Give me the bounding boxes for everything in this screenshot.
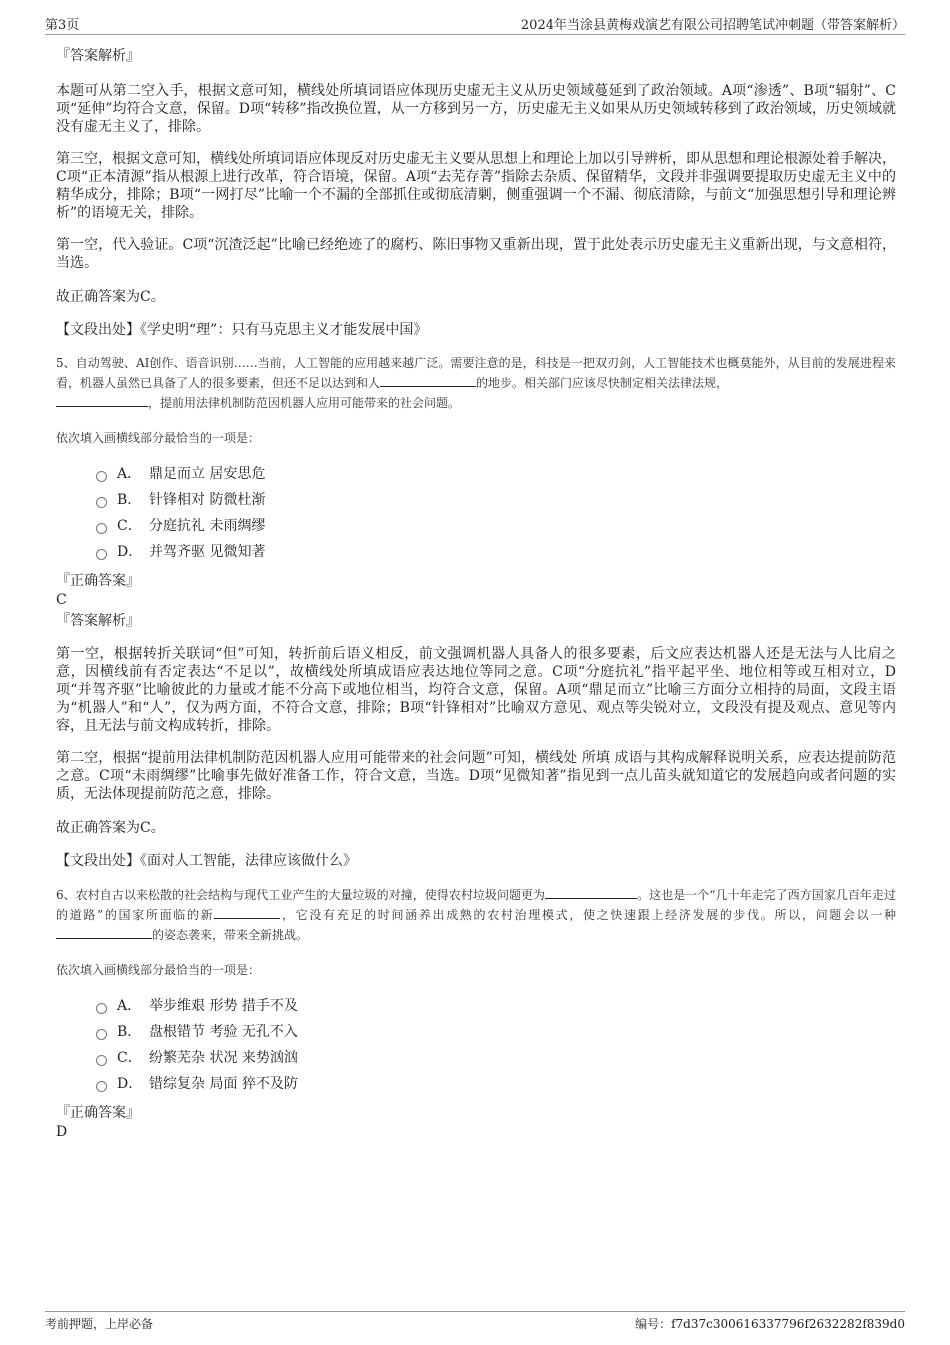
final-answer: 故正确答案为C。	[56, 820, 165, 836]
analysis-label: 『答案解析』	[56, 613, 140, 629]
page-header	[45, 14, 905, 35]
radio-icon[interactable]	[96, 471, 107, 482]
radio-icon[interactable]	[96, 1029, 107, 1040]
analysis-paragraph: 第一空，根据转折关联词“但”可知，转折前后语义相反，前文强调机器人具备人的很多要素，后文应表达机器人还是无法与人比肩之意，因横线前有否定表达“不足以”，故横线处所填成语应表达地位等同之意。C项“分庭抗礼”指平起平坐、地位相等或互相对立，D项“并驾齐驱”比喻彼此的力量或才能不分高下或地位相当，均符合文意，保留。A项“鼎足而立”比喻三方面分立相持的局面，文段主语为“机器人”和“人”，仅为两方面，不符合文意，排除；B项“针锋相对”比喻双方意见、观点等尖锐对立，文段没有提及观点、意见等内容，且无法与前文构成转折，排除。	[56, 646, 896, 734]
correct-answer: D	[56, 1124, 68, 1140]
question-prompt: 依次填入画横线部分最恰当的一项是：	[56, 963, 261, 977]
option-b[interactable]: B． 针锋相对 防微杜渐	[96, 487, 896, 513]
question-5-text: 5、自动驾驶、AI创作、语音识别……当前，人工智能的应用越来越广泛。需要注意的是，科技是一把双刃剑，人工智能技术也概莫能外，从目前的发展进程来看，机器人虽然已具备了人的很多要素，但还不足以达到和人 的地步。相关部门应该尽快制定相关法律法规， ，提前用法律机制防范因机器人应用可能带来的社会问题。	[56, 356, 896, 410]
option-a[interactable]: A． 鼎足而立 居安思危	[96, 461, 896, 487]
analysis-paragraph: 本题可从第二空入手，根据文意可知，横线处所填词语应体现历史虚无主义从历史领域蔓延到了政治领域。A项“渗透”、B项“辐射”、C项“延伸”均符合文意，保留。D项“转移”指改换位置，从一方移到另一方，历史虚无主义如果从历史领域转移到了政治领域，历史领域就没有虚无主义了，排除。	[56, 83, 896, 135]
option-d[interactable]: D． 并驾齐驱 见微知著	[96, 539, 896, 565]
analysis-paragraph: 第二空，根据“提前用法律机制防范因机器人应用可能带来的社会问题”可知，横线处 所填 成语与其构成解释说明关系，应表达提前防范之意。C项“未雨绸缪”比喻事先做好准备工作，符合文意，当选。D项“见微知著”指见到一点儿苗头就知道它的发展趋向或者问题的实质，无法体现提前防范之意，排除。	[56, 750, 896, 802]
radio-icon[interactable]	[96, 497, 107, 508]
radio-icon[interactable]	[96, 523, 107, 534]
final-answer: 故正确答案为C。	[56, 289, 165, 305]
options-list	[96, 993, 896, 1097]
radio-icon[interactable]	[96, 1055, 107, 1066]
blank-1	[380, 373, 476, 387]
page-number: 第3页	[45, 18, 80, 33]
correct-answer-label: 『正确答案』	[56, 1105, 140, 1121]
blank-3	[56, 925, 152, 939]
page-footer	[45, 1311, 905, 1335]
analysis-paragraph: 第一空，代入验证。C项“沉渣泛起”比喻已经绝迹了的腐朽、陈旧事物又重新出现，置于此处表示历史虚无主义重新出现，与文意相符，当选。	[56, 237, 896, 271]
blank-2	[214, 905, 280, 919]
option-a[interactable]: A． 举步维艰 形势 措手不及	[96, 993, 896, 1019]
option-c[interactable]: C． 纷繁芜杂 状况 来势汹汹	[96, 1045, 896, 1071]
document-title: 2024年当涂县黄梅戏演艺有限公司招聘笔试冲刺题（带答案解析）	[520, 18, 905, 33]
source-citation: 【文段出处】《面对人工智能，法律应该做什么》	[56, 853, 357, 869]
radio-icon[interactable]	[96, 1003, 107, 1014]
question-prompt: 依次填入画横线部分最恰当的一项是：	[56, 431, 261, 445]
question-6-text: 6、农村自古以来松散的社会结构与现代工业产生的大量垃圾的对撞，使得农村垃圾问题更为 。这也是一个“几十年走完了西方国家几百年走过的道路”的国家所面临的新 ，它没有充足的时间涵养出成熟的农村治理模式，使之快速跟上经济发展的步伐。所以，问题会以一种的姿态袭来，带来全新挑战。	[56, 885, 896, 945]
correct-answer: C	[56, 592, 67, 608]
document-id: 编号：f7d37c300616337796f2632282f839d0	[635, 1317, 905, 1331]
analysis-paragraph: 第三空，根据文意可知，横线处所填词语应体现反对历史虚无主义要从思想上和理论上加以引导辨析，即从思想和理论根源处着手解决，C项“正本清源”指从根源上进行改革，符合语境，保留。A项“去芜存菁”指除去杂质、保留精华，文段并非强调要提取历史虚无主义中的精华成分，排除；B项“一网打尽”比喻一个不漏的全部抓住或彻底清剿，侧重强调一个不漏、彻底清除，与前文“加强思想引导和理论辨析”的语境无关，排除。	[56, 151, 896, 221]
analysis-label: 『答案解析』	[56, 48, 140, 64]
options-list	[96, 461, 896, 565]
radio-icon[interactable]	[96, 549, 107, 560]
page-content	[56, 44, 896, 1141]
option-d[interactable]: D． 错综复杂 局面 猝不及防	[96, 1071, 896, 1097]
radio-icon[interactable]	[96, 1081, 107, 1092]
footer-slogan: 考前押题，上岸必备	[45, 1317, 154, 1331]
correct-answer-label: 『正确答案』	[56, 573, 140, 589]
blank-1	[545, 885, 637, 899]
blank-2	[56, 393, 148, 407]
option-c[interactable]: C． 分庭抗礼 未雨绸缪	[96, 513, 896, 539]
option-b[interactable]: B． 盘根错节 考验 无孔不入	[96, 1019, 896, 1045]
source-citation: 【文段出处】《学史明“理”：只有马克思主义才能发展中国》	[56, 322, 428, 338]
